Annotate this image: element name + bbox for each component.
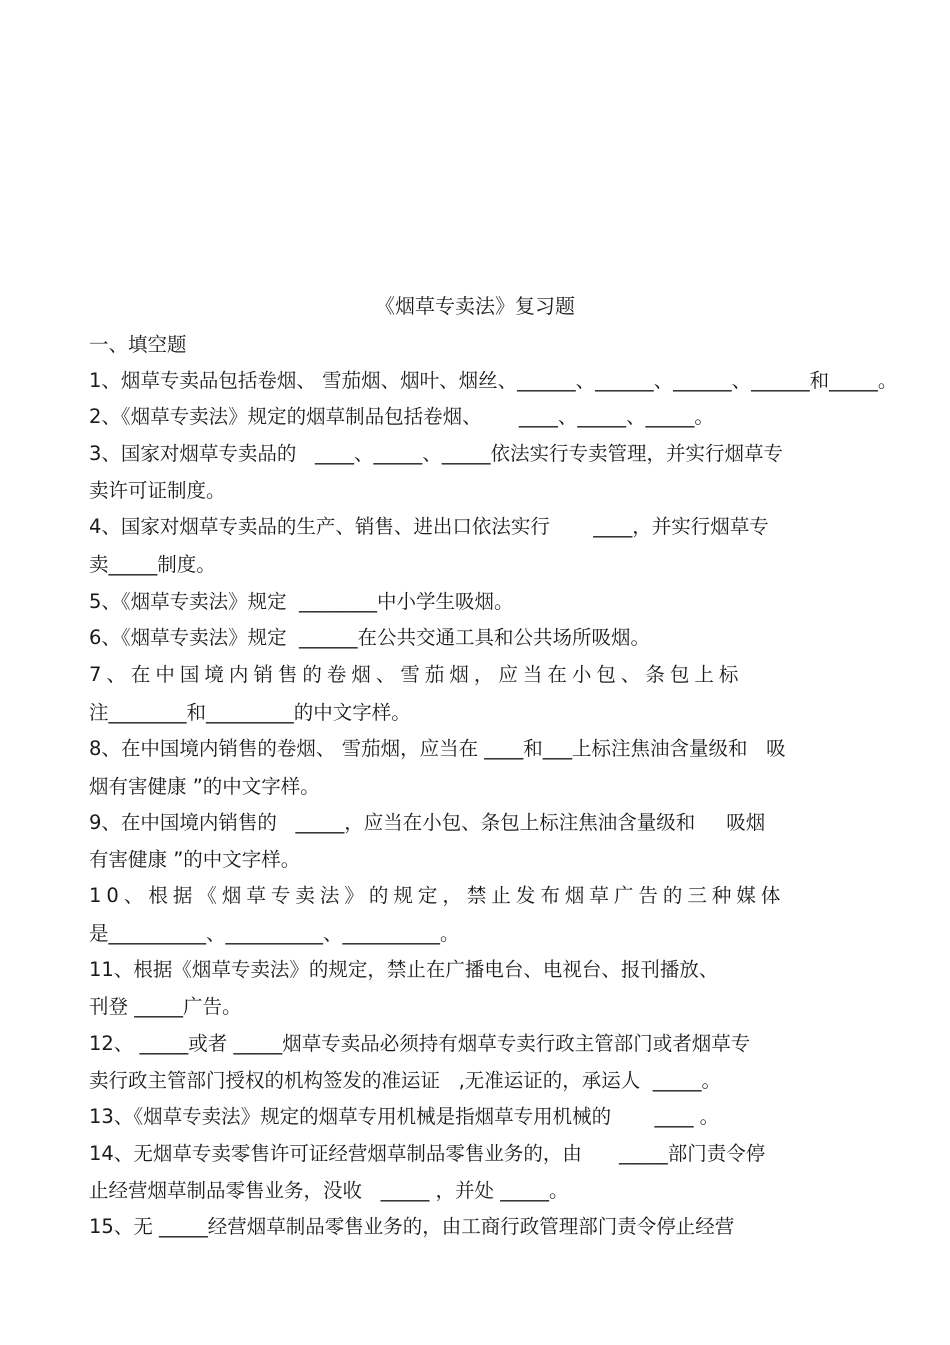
question-12-line-1: 12、 _____或者 _____烟草专卖品必须持有烟草专卖行政主管部门或者烟草专 xyxy=(89,1032,751,1055)
question-10-line-1: 10、根据《烟草专卖法》的规定，禁止发布烟草广告的三种媒体 xyxy=(89,884,786,907)
question-7-line-1: 7、在中国境内销售的卷烟、雪茄烟，应当在小包、条包上标 xyxy=(89,663,744,686)
question-8-line-2: 烟有害健康 ”的中文字样。 xyxy=(89,775,320,798)
question-1-line-1: 1、烟草专卖品包括卷烟、 雪茄烟、烟叶、烟丝、______、______、______、______和_____。 xyxy=(89,369,898,392)
question-8-line-1: 8、在中国境内销售的卷烟、 雪茄烟，应当在 ____和___上标注焦油含量级和 吸 xyxy=(89,737,786,760)
question-3-line-2: 卖许可证制度。 xyxy=(89,479,226,502)
question-12-line-2: 卖行政主管部门授权的机构签发的准运证 ,无准运证的，承运人 _____。 xyxy=(89,1069,721,1092)
question-5-line-1: 5、《烟草专卖法》规定 ________中小学生吸烟。 xyxy=(89,590,514,613)
question-7-line-2: 注________和_________的中文字样。 xyxy=(89,701,411,724)
question-6-line-1: 6、《烟草专卖法》规定 ______在公共交通工具和公共场所吸烟。 xyxy=(89,626,651,649)
question-11-line-1: 11、根据《烟草专卖法》的规定，禁止在广播电台、电视台、报刊播放、 xyxy=(89,958,719,981)
question-2-line-1: 2、《烟草专卖法》规定的烟草制品包括卷烟、 ____、_____、_____。 xyxy=(89,405,714,428)
question-15-line-1: 15、无 _____经营烟草制品零售业务的，由工商行政管理部门责令停止经营 xyxy=(89,1215,735,1238)
question-9-line-1: 9、在中国境内销售的 _____，应当在小包、条包上标注焦油含量级和 吸烟 xyxy=(89,811,766,834)
question-4-line-2: 卖_____制度。 xyxy=(89,553,216,576)
question-13-line-1: 13、《烟草专卖法》规定的烟草专用机械是指烟草专用机械的 ____ 。 xyxy=(89,1105,720,1128)
question-9-line-2: 有害健康 ”的中文字样。 xyxy=(89,848,301,871)
question-14-line-1: 14、无烟草专卖零售许可证经营烟草制品零售业务的，由 _____部门责令停 xyxy=(89,1142,766,1165)
question-11-line-2: 刊登 _____广告。 xyxy=(89,995,242,1018)
document-title: 《烟草专卖法》复习题 xyxy=(375,294,575,318)
question-3-line-1: 3、国家对烟草专卖品的 ____、_____、_____依法实行专卖管理，并实行烟草专 xyxy=(89,442,784,465)
question-10-line-2: 是__________、__________、__________。 xyxy=(89,922,460,945)
question-4-line-1: 4、国家对烟草专卖品的生产、销售、进出口依法实行 ____，并实行烟草专 xyxy=(89,515,769,538)
section-heading: 一、填空题 xyxy=(89,333,187,356)
question-14-line-2: 止经营烟草制品零售业务，没收 _____ ，并处 _____。 xyxy=(89,1179,569,1202)
